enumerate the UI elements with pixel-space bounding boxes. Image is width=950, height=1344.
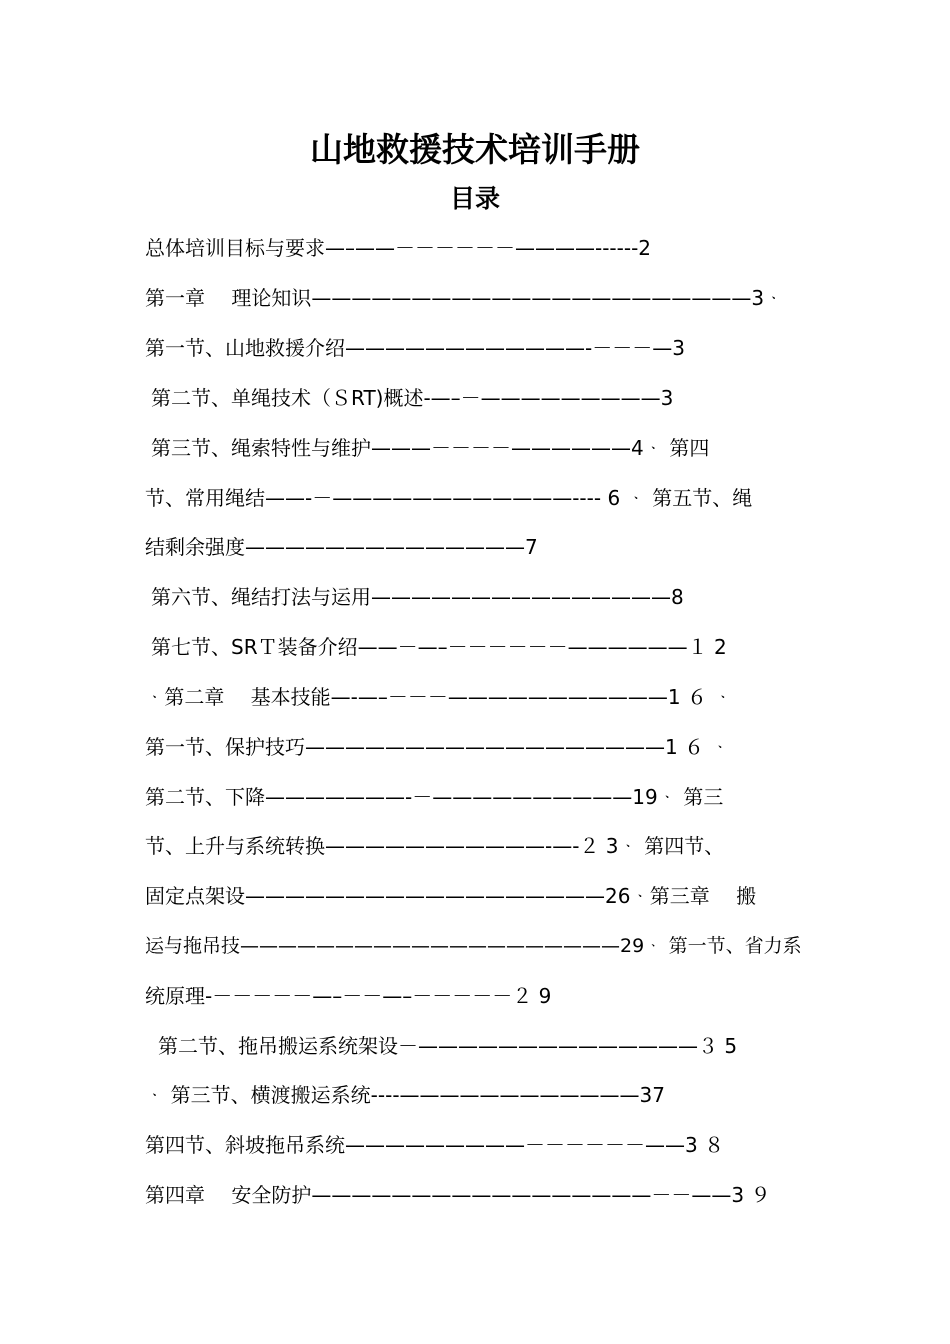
toc-line: 结剩余强度——————————————7 [145, 535, 538, 559]
toc-line: 第六节、绳结打法与运用———————————————8 [151, 585, 684, 609]
toc-line: 第一节、保护技巧——————————————————1 ６ ᆞ [145, 735, 730, 759]
toc-heading: 目录 [449, 184, 500, 213]
toc-line: 第三节、绳索特性与维护———－－－－——————4ᆞ 第四 [151, 436, 710, 460]
toc-line: 总体培训目标与要求—–——－－－－－－————------2 [145, 236, 652, 260]
toc-line: 第二节、拖吊搬运系统架设－——————————————３ 5 [158, 1034, 738, 1058]
toc-line: ᆞ 第三节、横渡搬运系统----————————————37 [145, 1083, 665, 1107]
toc-line: 第四章 安全防护—————————————————－－——3 ９ [145, 1183, 771, 1207]
toc-line: 节、上升与系统转换———————————-—-２ 3ᆞ 第四节、 [145, 834, 725, 858]
toc-line: 第二节、单绳技术（ＳRT)概述-—–－—————————3 [151, 386, 674, 410]
toc-line: ᆞ第二章 基本技能—-—–－－－———————————1 ６ ᆞ [145, 685, 733, 709]
toc-line: 节、常用绳结——-－————————————---- 6 ᆞ 第五节、绳 [145, 486, 753, 510]
toc-line: 统原理-－－－－－—–－－—–－－－－－２ 9 [145, 984, 552, 1008]
toc-line: 运与拖吊技————————————————————29ᆞ 第一节、省力系 [145, 935, 802, 957]
toc-line: 第四节、斜坡拖吊系统—————————－－－－－－——3 ８ [145, 1133, 725, 1157]
toc-line: 第一章 理论知识——————————————————————3ᆞ [145, 286, 784, 310]
toc-line: 第一节、山地救援介绍————————————-－－－—3 [145, 336, 685, 360]
toc-line: 固定点架设——————————————————26ᆞ第三章 搬 [145, 884, 757, 908]
toc-line: 第二节、下降———————-－——————————19ᆞ 第三 [145, 785, 724, 809]
document-title: 山地救援技术培训手册 [310, 130, 640, 169]
toc-line: 第七节、SRＴ装备介绍——－—–－－－－－－——————１ 2 [151, 635, 727, 659]
